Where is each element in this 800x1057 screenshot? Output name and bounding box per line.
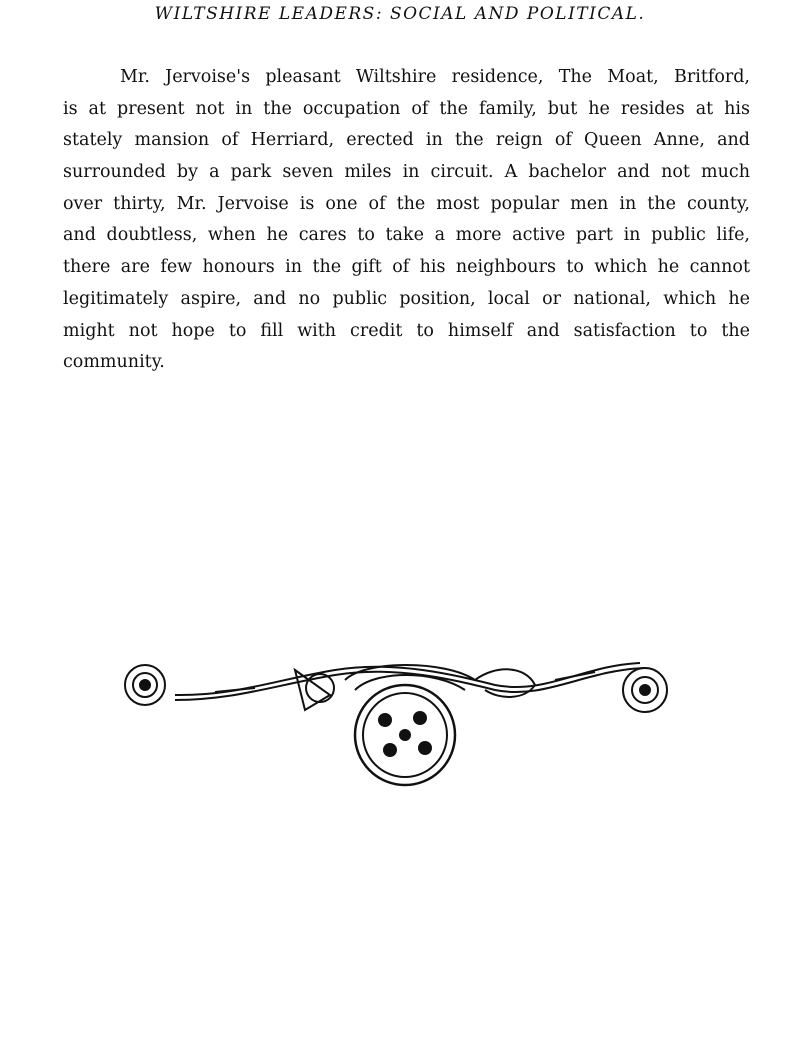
- text-line: is at present not in the occupation of the family, but he resides at his: [63, 98, 750, 119]
- text-line: community.: [63, 352, 165, 373]
- running-header: WILTSHIRE LEADERS: SOCIAL AND POLITICAL.: [154, 4, 646, 24]
- text-line: legitimately aspire, and no public position, local or national, which he: [63, 288, 750, 309]
- text-line: and doubtless, when he cares to take a more active part in public life,: [63, 225, 750, 246]
- text-line: Mr. Jervoise's pleasant Wiltshire residence, The Moat, Britford,: [120, 67, 750, 87]
- floral-tailpiece-ornament-icon: [115, 650, 680, 790]
- text-line: there are few honours in the gift of his neighbours to which he cannot: [63, 257, 750, 278]
- text-line: surrounded by a park seven miles in circuit. A bachelor and not much: [63, 162, 750, 183]
- text-line: might not hope to fill with credit to himself and satisfaction to the: [63, 320, 750, 341]
- body-paragraph: [63, 62, 750, 379]
- text-line: over thirty, Mr. Jervoise is one of the most popular men in the county,: [63, 193, 750, 214]
- text-line: stately mansion of Herriard, erected in the reign of Queen Anne, and: [63, 130, 750, 151]
